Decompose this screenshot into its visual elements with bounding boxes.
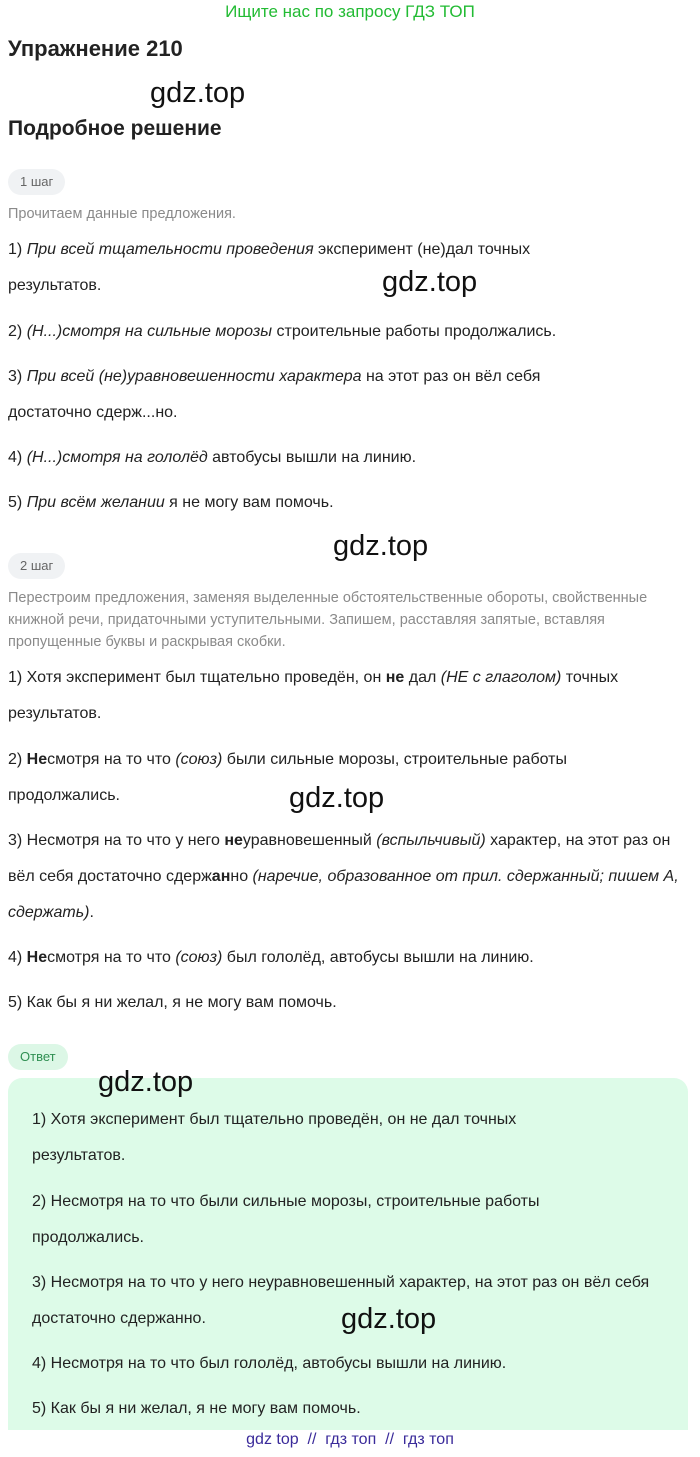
step-1-item-3: 3) При всей (не)уравновешенности характера на этот раз он вёл себя достаточно сдерж...но. xyxy=(8,368,541,421)
answer-item-5: 5) Как бы я ни желал, я не могу вам помочь. xyxy=(32,1400,361,1417)
answer-item-3: 3) Несмотря на то что у него неуравновешенный характер, на этот раз он вёл себя достаточно сдержанно. xyxy=(32,1274,650,1327)
step-1-badge: 1 шаг xyxy=(8,169,65,195)
step-1-item-1: 1) При всей тщательности проведения эксперимент (не)дал точных результатов. xyxy=(8,241,531,294)
watermark: gdz.top xyxy=(289,782,385,814)
solution-heading: Подробное решение xyxy=(8,117,222,140)
watermark: gdz.top xyxy=(150,77,246,109)
step-2-badge: 2 шаг xyxy=(8,553,65,579)
watermark: gdz.top xyxy=(98,1066,194,1098)
step-2-intro: Перестроим предложения, заменяя выделенные обстоятельственные обороты, свойственные книжной речи, придаточными уступительными. Запишем, расставляя запятые, вставляя пропущенные буквы и раскрывая скобки. xyxy=(8,590,648,650)
page-title: Упражнение 210 xyxy=(8,36,183,61)
top-banner[interactable]: Ищите нас по запросу ГДЗ ТОП xyxy=(225,2,475,21)
watermark: gdz.top xyxy=(341,1303,437,1335)
step-2-item-5: 5) Как бы я ни желал, я не могу вам помочь. xyxy=(8,994,337,1011)
step-2-item-3: 3) Несмотря на то что у него неуравновешенный (вспыльчивый) характер, на этот раз он вёл себя достаточно сдержанно (наречие, образованное от прил. сдержанный; пишем А, сдержать). xyxy=(8,832,679,921)
step-1-item-5: 5) При всём желании я не могу вам помочь. xyxy=(8,494,334,511)
answer-item-1: 1) Хотя эксперимент был тщательно проведён, он не дал точных результатов. xyxy=(32,1111,517,1164)
step-2-item-2: 2) Несмотря на то что (союз) были сильные морозы, строительные работы продолжались. xyxy=(8,751,567,804)
footer-links[interactable]: gdz top // гдз топ // гдз топ xyxy=(246,1431,454,1448)
step-1-item-4: 4) (Н...)смотря на гололёд автобусы вышли на линию. xyxy=(8,449,417,466)
step-1-intro: Прочитаем данные предложения. xyxy=(8,206,236,222)
step-1-item-2: 2) (Н...)смотря на сильные морозы строительные работы продолжались. xyxy=(8,323,557,340)
watermark: gdz.top xyxy=(382,266,478,298)
answer-badge: Ответ xyxy=(8,1044,68,1070)
step-2-item-1: 1) Хотя эксперимент был тщательно проведён, он не дал (НЕ с глаголом) точных результатов. xyxy=(8,669,619,722)
watermark: gdz.top xyxy=(333,530,429,562)
step-2-item-4: 4) Несмотря на то что (союз) был гололёд, автобусы вышли на линию. xyxy=(8,949,534,966)
answer-item-4: 4) Несмотря на то что был гололёд, автобусы вышли на линию. xyxy=(32,1355,507,1372)
answer-item-2: 2) Несмотря на то что были сильные морозы, строительные работы продолжались. xyxy=(32,1193,540,1246)
